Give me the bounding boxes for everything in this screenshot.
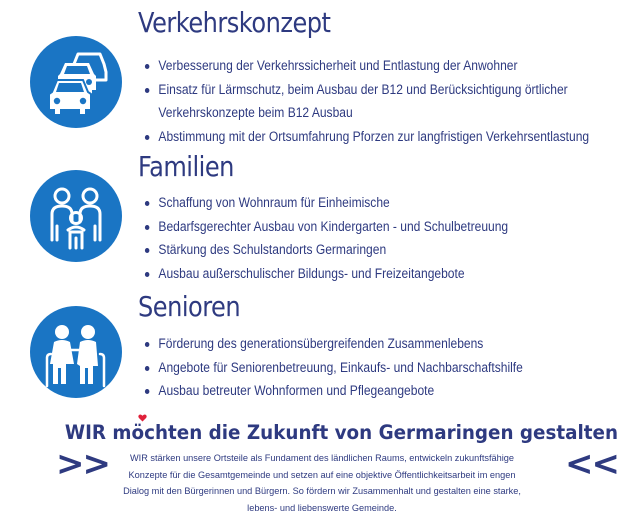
list-item: Bedarfsgerechter Ausbau von Kindergarten - und Schulbetreuung	[144, 215, 508, 239]
section-familien	[0, 150, 643, 290]
list-item: Abstimmung mit der Ortsumfahrung Pforzen zur langfristigen Verkehrsentlastung	[144, 125, 619, 149]
list-item: Ausbau außerschulischer Bildungs- und Freizeitangebote	[144, 262, 508, 286]
footer-text: WIR stärken unsere Ortsteile als Fundament des ländlichen Raums, entwickeln zukunftsfähige Konzepte für die Gesamtgemeinde und setzen auf eine objektive Öffentlichkeitsarbeit im engen Dialog mit den Bürgerinnen und Bürgern. So fördern wir Zusammenhalt und gestalten eine starke, lebens- und liebenswerte Gemeinde.	[123, 453, 521, 513]
list-item: Verbesserung der Verkehrssicherheit und Entlastung der Anwohner	[144, 54, 619, 78]
cars-icon	[30, 36, 122, 128]
bullet-list	[144, 54, 643, 148]
footer-title: WIR möchten die Zukunft von Germaringen gestalten	[64, 421, 619, 444]
section-senioren	[0, 290, 643, 410]
list-item: Einsatz für Lärmschutz, beim Ausbau der B12 und Berücksichtigung örtlicher Verkehrskonzepte beim B12 Ausbau	[144, 78, 619, 125]
list-item: Schaffung von Wohnraum für Einheimische	[144, 191, 508, 215]
bullet-list	[144, 191, 549, 285]
list-item: Förderung des generationsübergreifenden Zusammenlebens	[144, 332, 523, 356]
list-item: Angebote für Seniorenbetreuung, Einkaufs- und Nachbarschaftshilfe	[144, 356, 523, 380]
section-verkehrskonzept	[0, 0, 643, 150]
section-title: Familien	[138, 150, 234, 183]
family-icon	[30, 170, 122, 262]
list-item: Ausbau betreuter Wohnformen und Pflegeangebote	[144, 379, 523, 403]
bullet-list	[144, 332, 565, 403]
section-title: Senioren	[138, 290, 241, 323]
section-title: Verkehrskonzept	[138, 6, 331, 39]
chevron-right-marker: >>	[56, 444, 109, 484]
list-item: Stärkung des Schulstandorts Germaringen	[144, 238, 508, 262]
chevron-left-marker: <<	[565, 444, 618, 484]
seniors-icon	[30, 306, 122, 398]
